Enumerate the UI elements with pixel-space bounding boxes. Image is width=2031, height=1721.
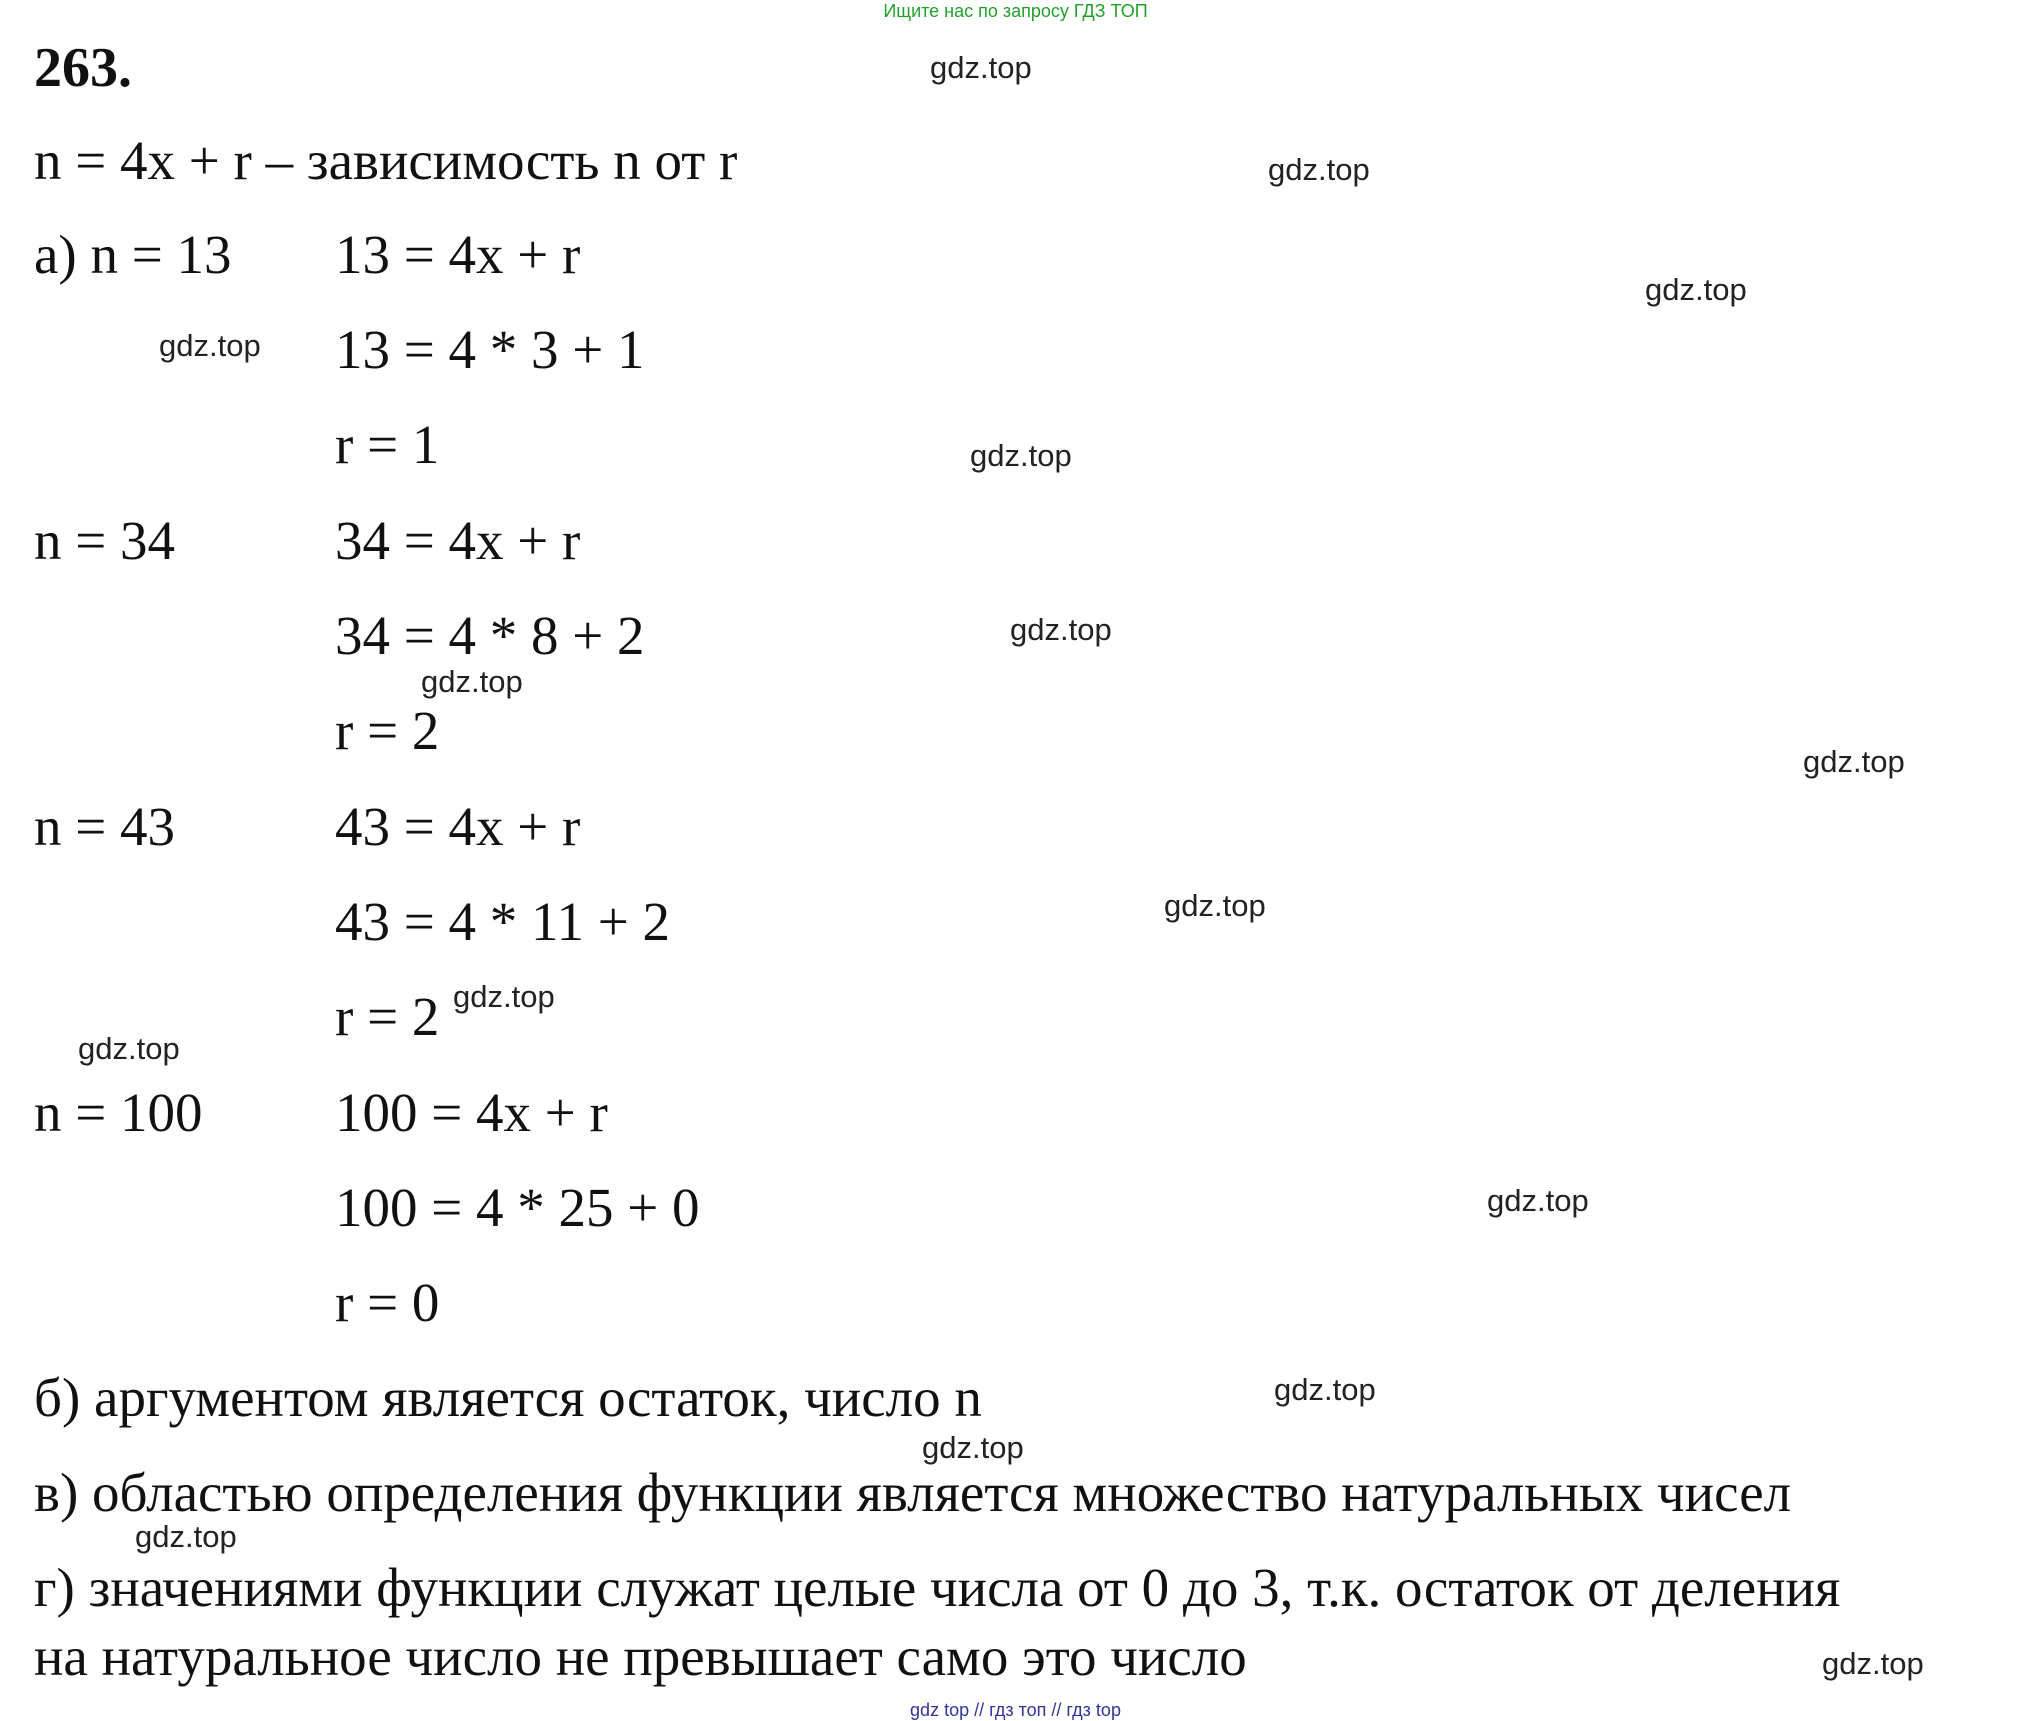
step-line: 100 = 4 * 25 + 0 [335, 1177, 700, 1238]
watermark: gdz.top [1274, 1372, 1376, 1407]
watermark: gdz.top [453, 979, 555, 1014]
problem-number: 263. [34, 37, 132, 99]
watermark: gdz.top [1487, 1183, 1589, 1218]
watermark: gdz.top [930, 50, 1032, 85]
step-line: 43 = 4 * 11 + 2 [335, 891, 670, 952]
watermark: gdz.top [1803, 744, 1905, 779]
watermark: gdz.top [1010, 612, 1112, 647]
case-label-100: n = 100 [34, 1082, 203, 1143]
step-line: 13 = 4x + r [335, 224, 581, 285]
watermark: gdz.top [922, 1430, 1024, 1465]
part-g-line1: г) значениями функции служат целые числа от 0 до 3, т.к. остаток от деления [34, 1557, 1841, 1618]
part-g-line2: на натуральное число не превышает само это число [34, 1626, 1247, 1687]
watermark: gdz.top [1822, 1646, 1924, 1681]
watermark: gdz.top [1268, 152, 1370, 187]
step-line: 34 = 4x + r [335, 510, 581, 571]
case-label-13: а) n = 13 [34, 224, 232, 285]
case-label-34: n = 34 [34, 510, 176, 571]
step-line: r = 2 [335, 986, 440, 1047]
part-b: б) аргументом является остаток, число n [34, 1367, 982, 1428]
step-line: 13 = 4 * 3 + 1 [335, 319, 645, 380]
search-hint: Ищите нас по запросу ГДЗ ТОП [883, 1, 1148, 21]
formula-line: n = 4x + r – зависимость n от r [34, 130, 738, 191]
watermark: gdz.top [1645, 272, 1747, 307]
watermark: gdz.top [78, 1031, 180, 1066]
watermark: gdz.top [970, 438, 1072, 473]
step-line: 100 = 4x + r [335, 1082, 608, 1143]
step-line: r = 1 [335, 414, 440, 475]
watermark: gdz.top [159, 328, 261, 363]
watermark: gdz.top [135, 1519, 237, 1554]
part-v: в) областью определения функции является множество натуральных чисел [34, 1462, 1792, 1523]
step-line: 34 = 4 * 8 + 2 [335, 605, 645, 666]
step-line: r = 0 [335, 1272, 440, 1333]
case-label-43: n = 43 [34, 796, 176, 857]
footer-links: gdz top // гдз топ // гдз top [910, 1700, 1121, 1720]
step-line: 43 = 4x + r [335, 796, 581, 857]
step-line: r = 2 [335, 700, 440, 761]
watermark: gdz.top [1164, 888, 1266, 923]
watermark: gdz.top [421, 664, 523, 699]
